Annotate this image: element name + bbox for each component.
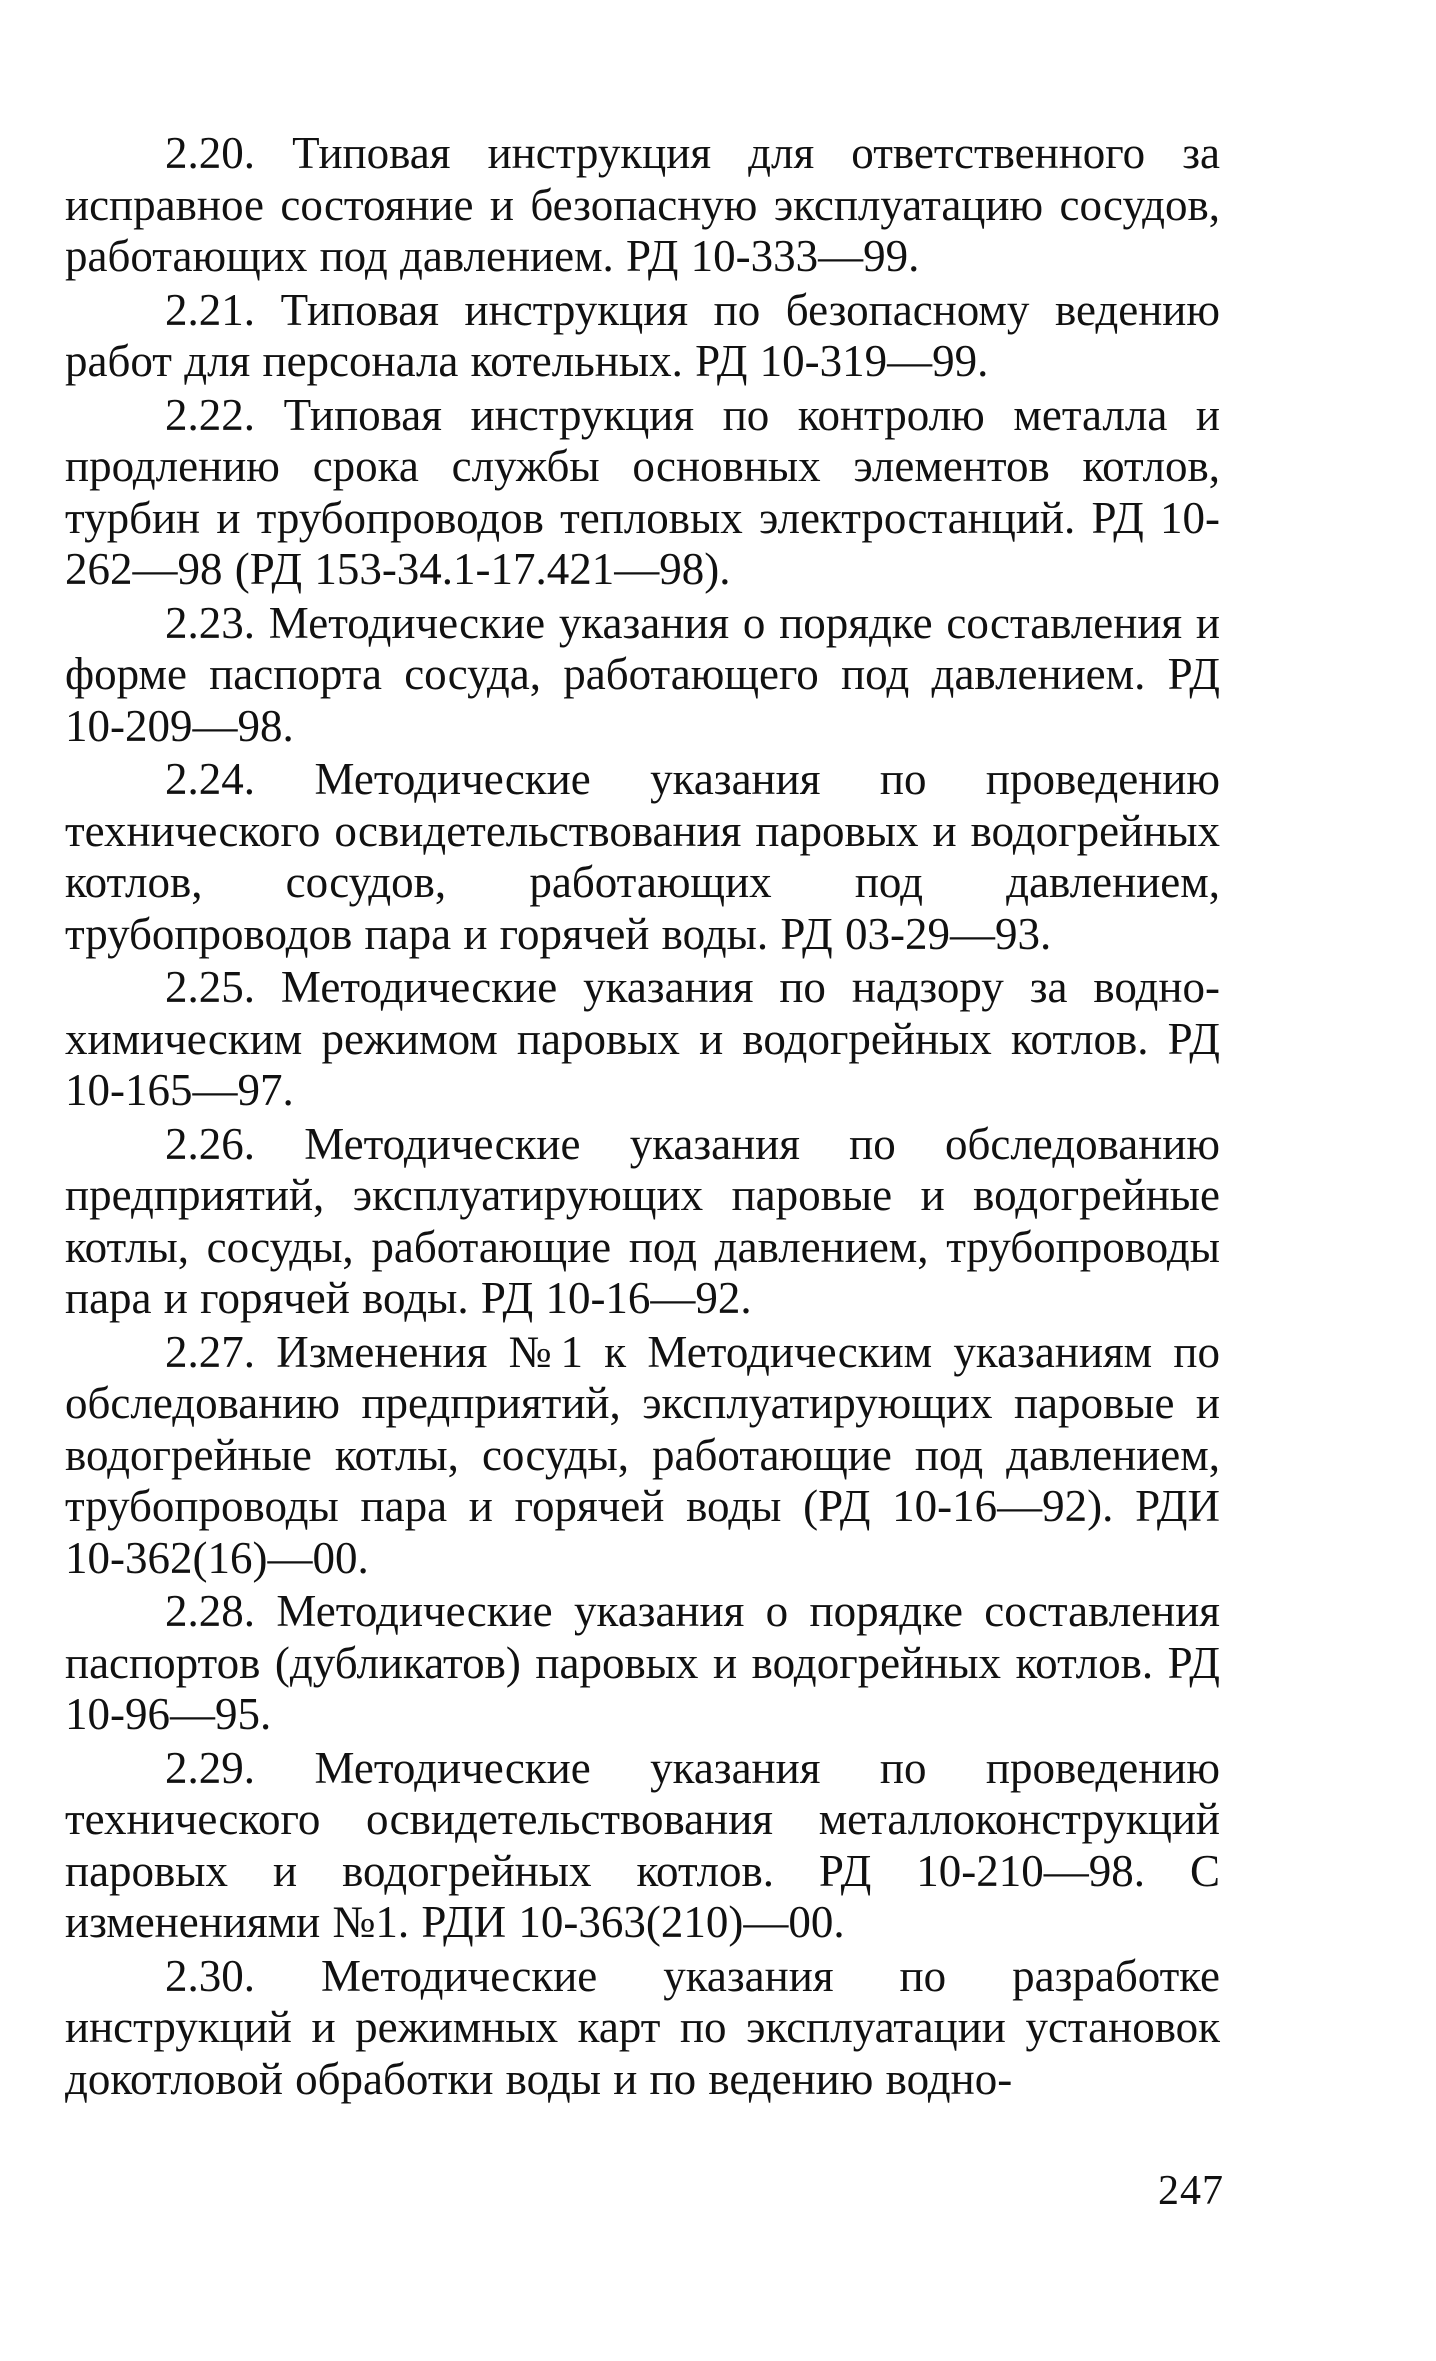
reference-list: [65, 128, 1220, 2105]
page-number: 247: [1158, 2168, 1224, 2214]
list-item-2-24: 2.24. Методические указания по проведению технического освидетельствования паровых и водогрейных котлов, сосудов, работающих под давлением, трубопроводов пара и горячей воды. РД 03-29—93.: [65, 754, 1220, 959]
list-item-2-20: 2.20. Типовая инструкция для ответственного за исправное состояние и безопасную эксплуатацию сосудов, работающих под давлением. РД 10-333—99.: [65, 128, 1220, 281]
list-item-2-25: 2.25. Методические указания по надзору за водно-химическим режимом паровых и водогрейных котлов. РД 10-165—97.: [65, 962, 1220, 1115]
list-item-2-23: 2.23. Методические указания о порядке составления и форме паспорта сосуда, работающего под давлением. РД 10-209—98.: [65, 597, 1220, 751]
list-item-2-29: 2.29. Методические указания по проведению технического освидетельствования металлоконструкций паровых и водогрейных котлов. РД 10-210—98. С изменениями №1. РДИ 10-363(210)—00.: [65, 1742, 1220, 1947]
list-item-2-28: 2.28. Методические указания о порядке составления паспортов (дубликатов) паровых и водогрейных котлов. РД 10-96—95.: [65, 1586, 1220, 1739]
list-item-2-27: 2.27. Изменения №1 к Методическим указаниям по обследованию предприятий, эксплуатирующих паровые и водогрейные котлы, сосуды, работающие под давлением, трубопроводы пара и горячей воды (РД 10-16—92). РДИ 10-362(16)—00.: [65, 1326, 1220, 1583]
list-item-2-21: 2.21. Типовая инструкция по безопасному ведению работ для персонала котельных. РД 10-319—99.: [65, 284, 1220, 386]
list-item-2-26: 2.26. Методические указания по обследованию предприятий, эксплуатирующих паровые и водогрейные котлы, сосуды, работающие под давлением, трубопроводы пара и горячей воды. РД 10-16—92.: [65, 1118, 1220, 1323]
list-item-2-22: 2.22. Типовая инструкция по контролю металла и продлению срока службы основных элементов котлов, турбин и трубопроводов тепловых электростанций. РД 10-262—98 (РД 153-34.1-17.421—98).: [65, 389, 1220, 594]
list-item-2-30: 2.30. Методические указания по разработке инструкций и режимных карт по эксплуатации установок докотловой обработки воды и по ведению водно-: [65, 1950, 1220, 2104]
